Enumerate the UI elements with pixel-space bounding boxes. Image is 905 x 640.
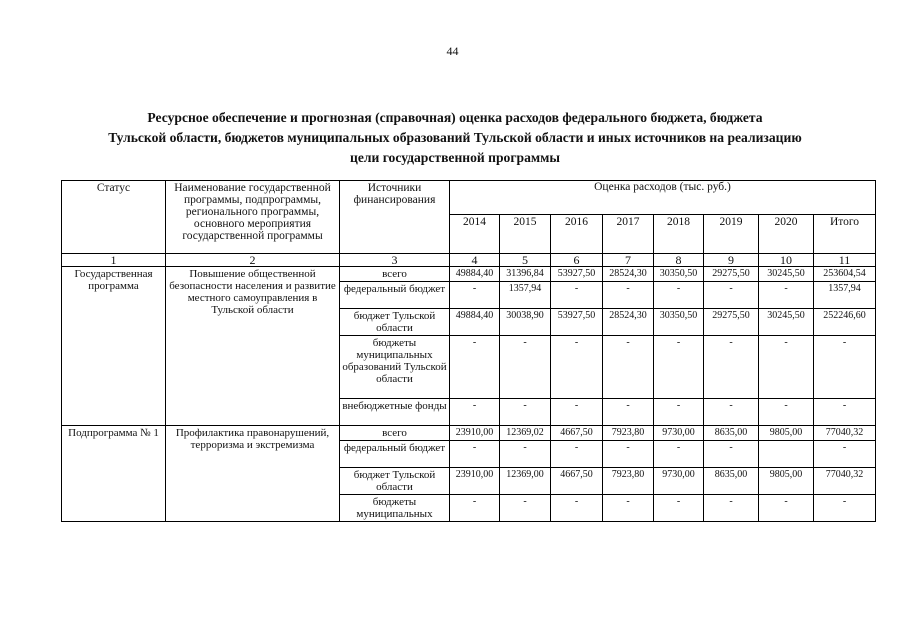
budget-table xyxy=(61,180,876,522)
source-cell: всего xyxy=(340,426,450,441)
header-year: 2016 xyxy=(551,214,603,253)
value-cell: 8635,00 xyxy=(704,426,759,441)
value-cell: - xyxy=(551,399,603,426)
value-cell: - xyxy=(450,399,500,426)
value-cell: - xyxy=(759,282,814,309)
table-row xyxy=(62,426,876,441)
header-year: 2014 xyxy=(450,214,500,253)
value-cell: - xyxy=(450,282,500,309)
column-number: 4 xyxy=(450,254,500,267)
title-line-3: цели государственной программы xyxy=(349,150,560,165)
column-number: 8 xyxy=(654,254,704,267)
value-cell: - xyxy=(654,282,704,309)
column-number: 7 xyxy=(603,254,654,267)
value-cell: - xyxy=(704,399,759,426)
value-cell: - xyxy=(654,336,704,399)
document-title xyxy=(60,108,850,168)
header-estimate: Оценка расходов (тыс. руб.) xyxy=(450,181,876,215)
header-source: Источники финансирования xyxy=(340,181,450,254)
value-cell: 49884,40 xyxy=(450,267,500,282)
column-number: 5 xyxy=(500,254,551,267)
column-number: 11 xyxy=(814,254,876,267)
value-cell: - xyxy=(704,282,759,309)
table-row xyxy=(62,267,876,282)
value-cell: 7923,80 xyxy=(603,468,654,495)
value-cell: 77040,32 xyxy=(814,426,876,441)
value-cell: 77040,32 xyxy=(814,468,876,495)
value-cell: 9730,00 xyxy=(654,468,704,495)
header-status: Статус xyxy=(62,181,166,254)
source-cell: бюджеты муниципальных образований Тульской области xyxy=(340,336,450,399)
value-cell: - xyxy=(450,495,500,522)
header-row xyxy=(62,181,876,215)
value-cell: 9805,00 xyxy=(759,426,814,441)
value-cell: 1357,94 xyxy=(500,282,551,309)
value-cell: - xyxy=(551,441,603,468)
title-line-1: Ресурсное обеспечение и прогнозная (справочная) оценка расходов федерального бюджета, бюджета xyxy=(147,110,763,125)
value-cell: 28524,30 xyxy=(603,309,654,336)
source-cell: бюджет Тульской области xyxy=(340,309,450,336)
value-cell: - xyxy=(500,441,551,468)
title-line-2: Тульской области, бюджетов муниципальных образований Тульской области и иных источников на реализацию xyxy=(108,130,802,145)
value-cell: - xyxy=(450,441,500,468)
value-cell: - xyxy=(814,495,876,522)
value-cell: 8635,00 xyxy=(704,468,759,495)
value-cell: - xyxy=(603,441,654,468)
value-cell: - xyxy=(759,336,814,399)
value-cell: 9730,00 xyxy=(654,426,704,441)
value-cell: 252246,60 xyxy=(814,309,876,336)
value-cell: - xyxy=(603,282,654,309)
source-cell: федеральный бюджет xyxy=(340,282,450,309)
value-cell: - xyxy=(654,495,704,522)
column-number: 6 xyxy=(551,254,603,267)
value-cell: 30350,50 xyxy=(654,309,704,336)
value-cell: 30038,90 xyxy=(500,309,551,336)
value-cell: - xyxy=(603,336,654,399)
source-cell: всего xyxy=(340,267,450,282)
value-cell: - xyxy=(814,336,876,399)
value-cell: 30350,50 xyxy=(654,267,704,282)
value-cell: 30245,50 xyxy=(759,267,814,282)
value-cell: 253604,54 xyxy=(814,267,876,282)
source-cell: федеральный бюджет xyxy=(340,441,450,468)
value-cell: - xyxy=(450,336,500,399)
column-number: 2 xyxy=(166,254,340,267)
header-year: 2019 xyxy=(704,214,759,253)
value-cell: - xyxy=(654,399,704,426)
value-cell: - xyxy=(603,399,654,426)
value-cell: 12369,00 xyxy=(500,468,551,495)
value-cell: - xyxy=(759,399,814,426)
value-cell: 4667,50 xyxy=(551,426,603,441)
column-number: 1 xyxy=(62,254,166,267)
header-total: Итого xyxy=(814,214,876,253)
value-cell: 31396,84 xyxy=(500,267,551,282)
header-name: Наименование государственной программы, подпрограммы, регионального программы, основного мероприятия государственной программы xyxy=(166,181,340,254)
column-number: 9 xyxy=(704,254,759,267)
value-cell: - xyxy=(500,399,551,426)
program-name-cell: Профилактика правонарушений, терроризма и экстремизма xyxy=(166,426,340,522)
header-year: 2015 xyxy=(500,214,551,253)
value-cell: - xyxy=(500,495,551,522)
source-cell: внебюджетные фонды xyxy=(340,399,450,426)
value-cell: 23910,00 xyxy=(450,426,500,441)
source-cell: бюджеты муниципальных xyxy=(340,495,450,522)
value-cell: 9805,00 xyxy=(759,468,814,495)
value-cell: 28524,30 xyxy=(603,267,654,282)
value-cell: - xyxy=(814,441,876,468)
value-cell: 29275,50 xyxy=(704,267,759,282)
value-cell: 49884,40 xyxy=(450,309,500,336)
value-cell: - xyxy=(654,441,704,468)
value-cell: - xyxy=(500,336,551,399)
value-cell: - xyxy=(551,282,603,309)
value-cell: 53927,50 xyxy=(551,267,603,282)
value-cell: - xyxy=(551,495,603,522)
status-cell: Подпрограмма № 1 xyxy=(62,426,166,522)
column-number: 3 xyxy=(340,254,450,267)
value-cell: 7923,80 xyxy=(603,426,654,441)
value-cell: - xyxy=(759,495,814,522)
value-cell: - xyxy=(704,441,759,468)
header-year: 2018 xyxy=(654,214,704,253)
source-cell: бюджет Тульской области xyxy=(340,468,450,495)
program-name-cell: Повышение общественной безопасности населения и развитие местного самоуправления в Тульской области xyxy=(166,267,340,426)
value-cell: - xyxy=(704,495,759,522)
value-cell xyxy=(759,441,814,468)
header-year: 2020 xyxy=(759,214,814,253)
status-cell: Государственная программа xyxy=(62,267,166,426)
value-cell: - xyxy=(603,495,654,522)
value-cell: 1357,94 xyxy=(814,282,876,309)
value-cell: 53927,50 xyxy=(551,309,603,336)
value-cell: - xyxy=(551,336,603,399)
column-number: 10 xyxy=(759,254,814,267)
header-year: 2017 xyxy=(603,214,654,253)
page-number: 44 xyxy=(446,44,459,58)
value-cell: 12369,02 xyxy=(500,426,551,441)
value-cell: 30245,50 xyxy=(759,309,814,336)
value-cell: 4667,50 xyxy=(551,468,603,495)
value-cell: 29275,50 xyxy=(704,309,759,336)
value-cell: - xyxy=(704,336,759,399)
column-numbers-row xyxy=(62,254,876,267)
value-cell: 23910,00 xyxy=(450,468,500,495)
value-cell: - xyxy=(814,399,876,426)
